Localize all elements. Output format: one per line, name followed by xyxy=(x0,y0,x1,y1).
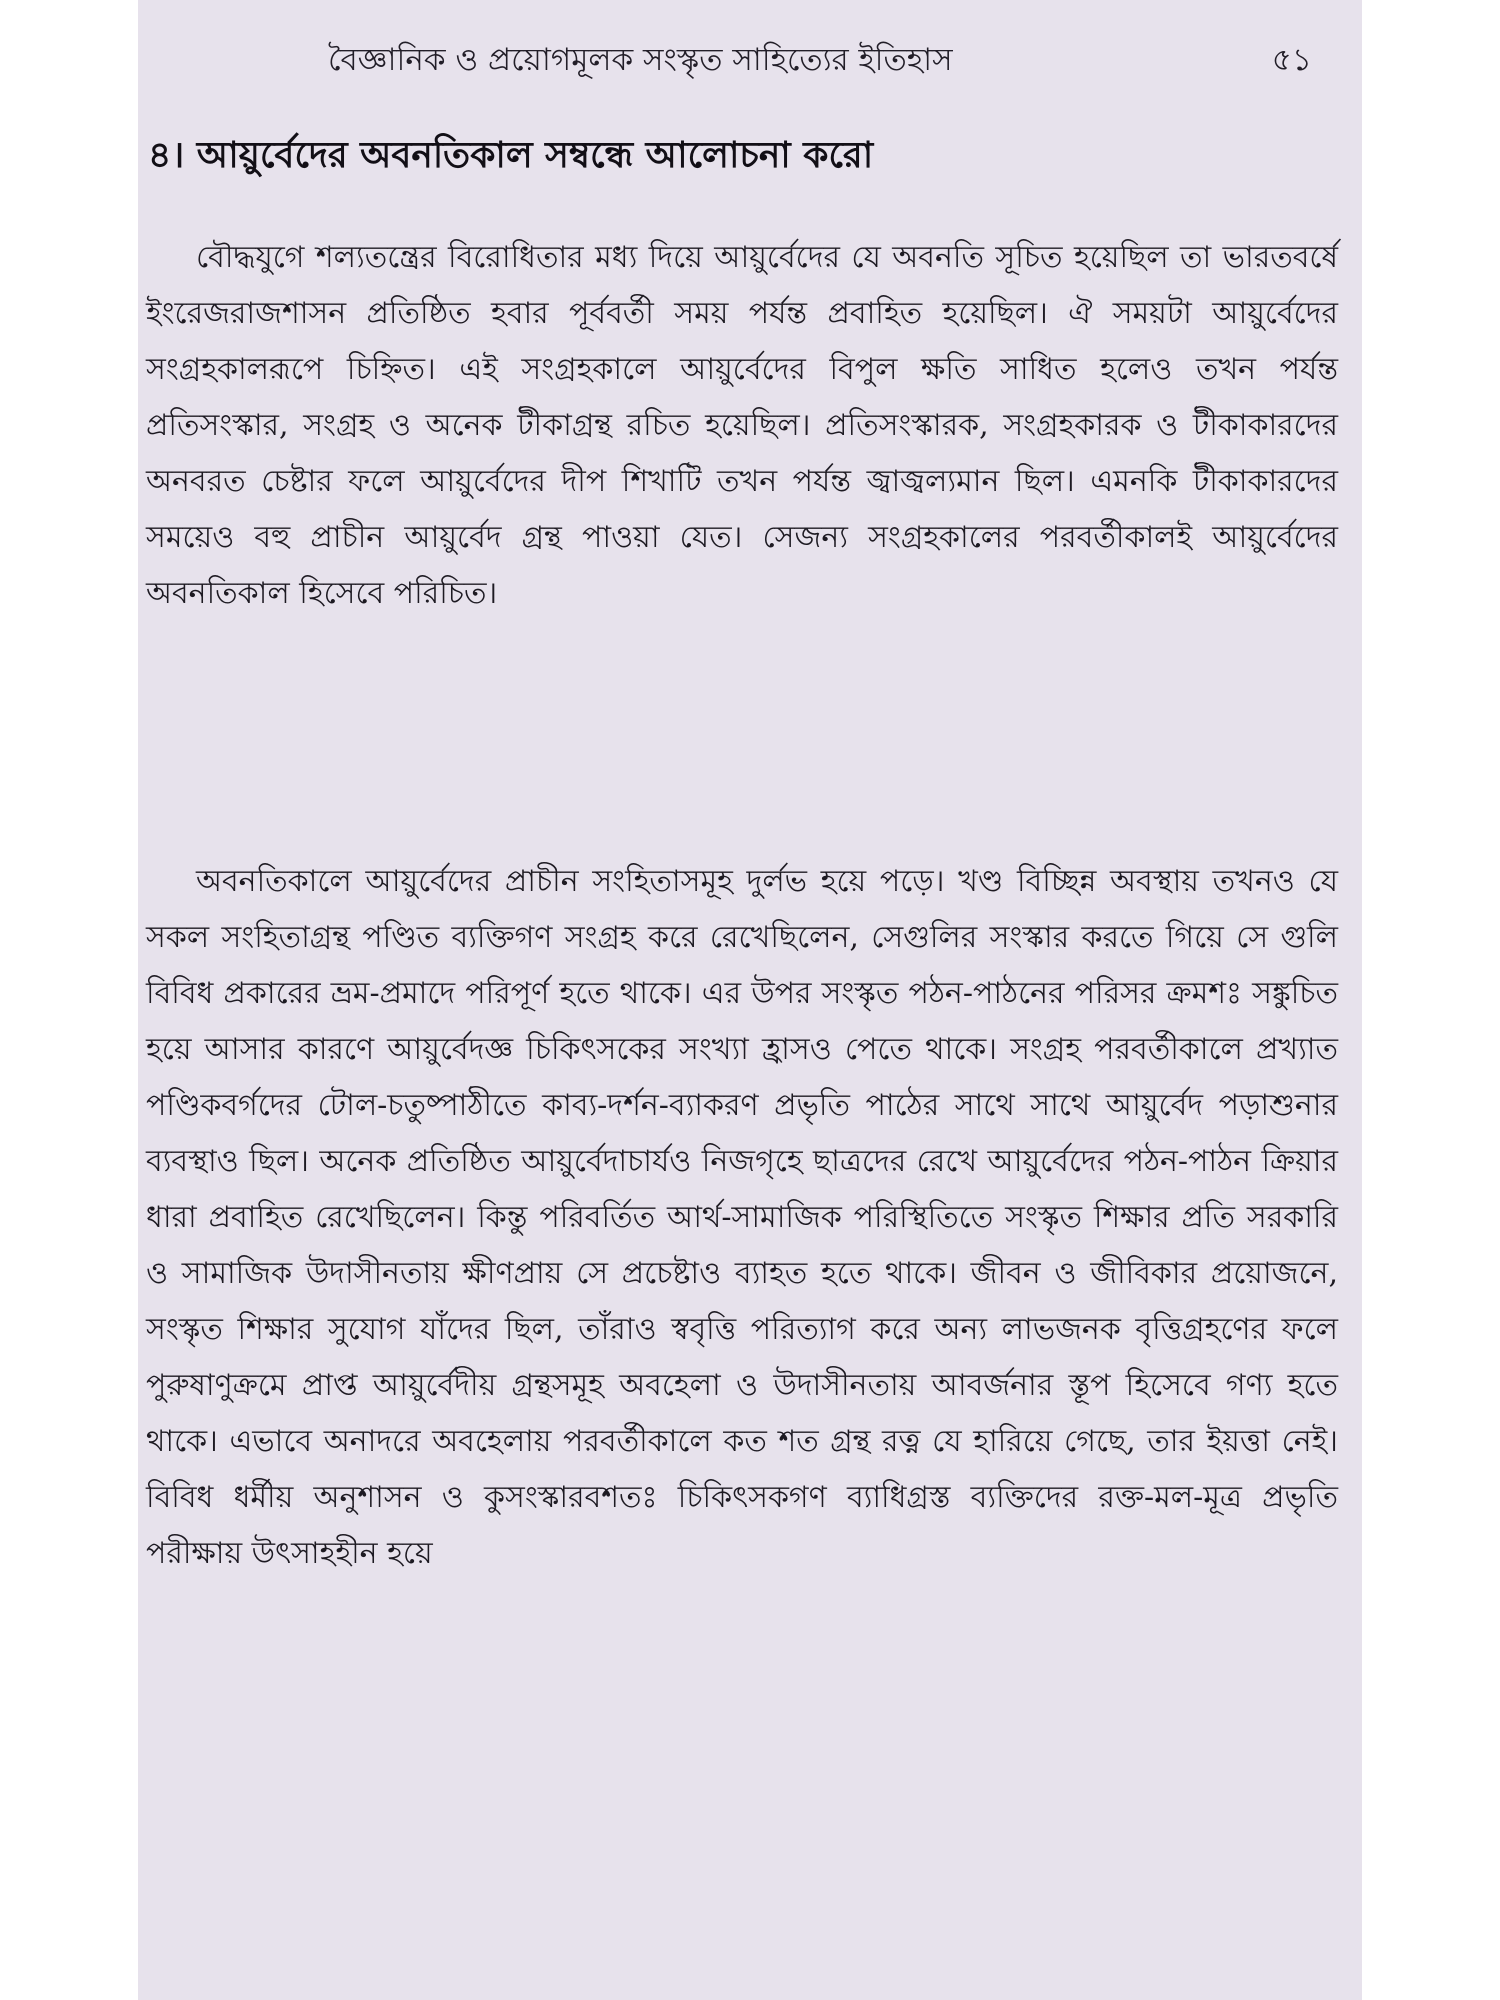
paragraph: অবনতিকালে আয়ুর্বেদের প্রাচীন সংহিতাসমূহ দুর্লভ হয়ে পড়ে। খণ্ড বিচ্ছিন্ন অবস্থায় তখনও যে সকল সংহিতাগ্রন্থ পণ্ডিত ব্যক্তিগণ সংগ্রহ করে রেখেছিলেন, সেগুলির সংস্কার করতে গিয়ে সে গুলি বিবিধ প্রকারের ভ্রম-প্রমাদে পরিপূর্ণ হতে থাকে। এর উপর সংস্কৃত পঠন-পাঠনের পরিসর ক্রমশঃ সঙ্কুচিত হয়ে আসার কারণে আয়ুর্বেদজ্ঞ চিকিৎসকের সংখ্যা হ্রাসও পেতে থাকে। সংগ্রহ পরবর্তীকালে প্রখ্যাত পণ্ডিকবর্গদের টোল-চতুষ্পাঠীতে কাব্য-দর্শন-ব্যাকরণ প্রভৃতি পাঠের সাথে সাথে আয়ুর্বেদ পড়াশুনার ব্যবস্থাও ছিল। অনেক প্রতিষ্ঠিত আয়ুর্বেদাচার্যও নিজগৃহে ছাত্রদের রেখে আয়ুর্বেদের পঠন-পাঠন ক্রিয়ার ধারা প্রবাহিত রেখেছিলেন। কিন্তু পরিবর্তিত আর্থ-সামাজিক পরিস্থিতিতে সংস্কৃত শিক্ষার প্রতি সরকারি ও সামাজিক উদাসীনতায় ক্ষীণপ্রায় সে প্রচেষ্টাও ব্যাহত হতে থাকে। জীবন ও জীবিকার প্রয়োজনে, সংস্কৃত শিক্ষার সুযোগ যাঁদের ছিল, তাঁরাও স্ববৃত্তি পরিত্যাগ করে অন্য লাভজনক বৃত্তিগ্রহণের ফলে পুরুষাণুক্রমে প্রাপ্ত আয়ুর্বেদীয় গ্রন্থসমূহ অবহেলা ও উদাসীনতায় আবর্জনার স্তূপ হিসেবে গণ্য হতে থাকে। এভাবে অনাদরে অবহেলায় পরবর্তীকালে কত শত গ্রন্থ রত্ন যে হারিয়ে গেছে, তার ইয়ত্তা নেই। বিবিধ ধর্মীয় অনুশাসন ও কুসংস্কারবশতঃ চিকিৎসকগণ ব্যাধিগ্রস্ত ব্যক্তিদের রক্ত-মল-মূত্র প্রভৃতি পরীক্ষায় উৎসাহহীন হয়ে xyxy=(146,864,1338,1571)
left-margin xyxy=(0,0,138,2000)
book-page xyxy=(138,0,1362,2000)
page-number: ৫১ xyxy=(1271,42,1312,78)
running-head xyxy=(138,38,1362,82)
running-head-title: বৈজ্ঞানিক ও প্রয়োগমূলক সংস্কৃত সাহিত্যের ইতিহাস xyxy=(328,42,953,78)
right-margin xyxy=(1362,0,1500,2000)
paragraph: বৌদ্ধযুগে শল্যতন্ত্রের বিরোধিতার মধ্য দিয়ে আয়ুর্বেদের যে অবনতি সূচিত হয়েছিল তা ভারতবর্ষে ইংরেজরাজশাসন প্রতিষ্ঠিত হবার পূর্ববর্তী সময় পর্যন্ত প্রবাহিত হয়েছিল। ঐ সময়টা আয়ুর্বেদের সংগ্রহকালরূপে চিহ্নিত। এই সংগ্রহকালে আয়ুর্বেদের বিপুল ক্ষতি সাধিত হলেও তখন পর্যন্ত প্রতিসংস্কার, সংগ্রহ ও অনেক টীকাগ্রন্থ রচিত হয়েছিল। প্রতিসংস্কারক, সংগ্রহকারক ও টীকাকারদের অনবরত চেষ্টার ফলে আয়ুর্বেদের দীপ শিখাটি তখন পর্যন্ত জ্বাজ্বল্যমান ছিল। এমনকি টীকাকারদের সময়েও বহু প্রাচীন আয়ুর্বেদ গ্রন্থ পাওয়া যেত। সেজন্য সংগ্রহকালের পরবর্তীকালই আয়ুর্বেদের অবনতিকাল হিসেবে পরিচিত। xyxy=(146,240,1338,611)
section-heading: ৪। আয়ুর্বেদের অবনতিকাল সম্বন্ধে আলোচনা করো xyxy=(148,135,874,176)
